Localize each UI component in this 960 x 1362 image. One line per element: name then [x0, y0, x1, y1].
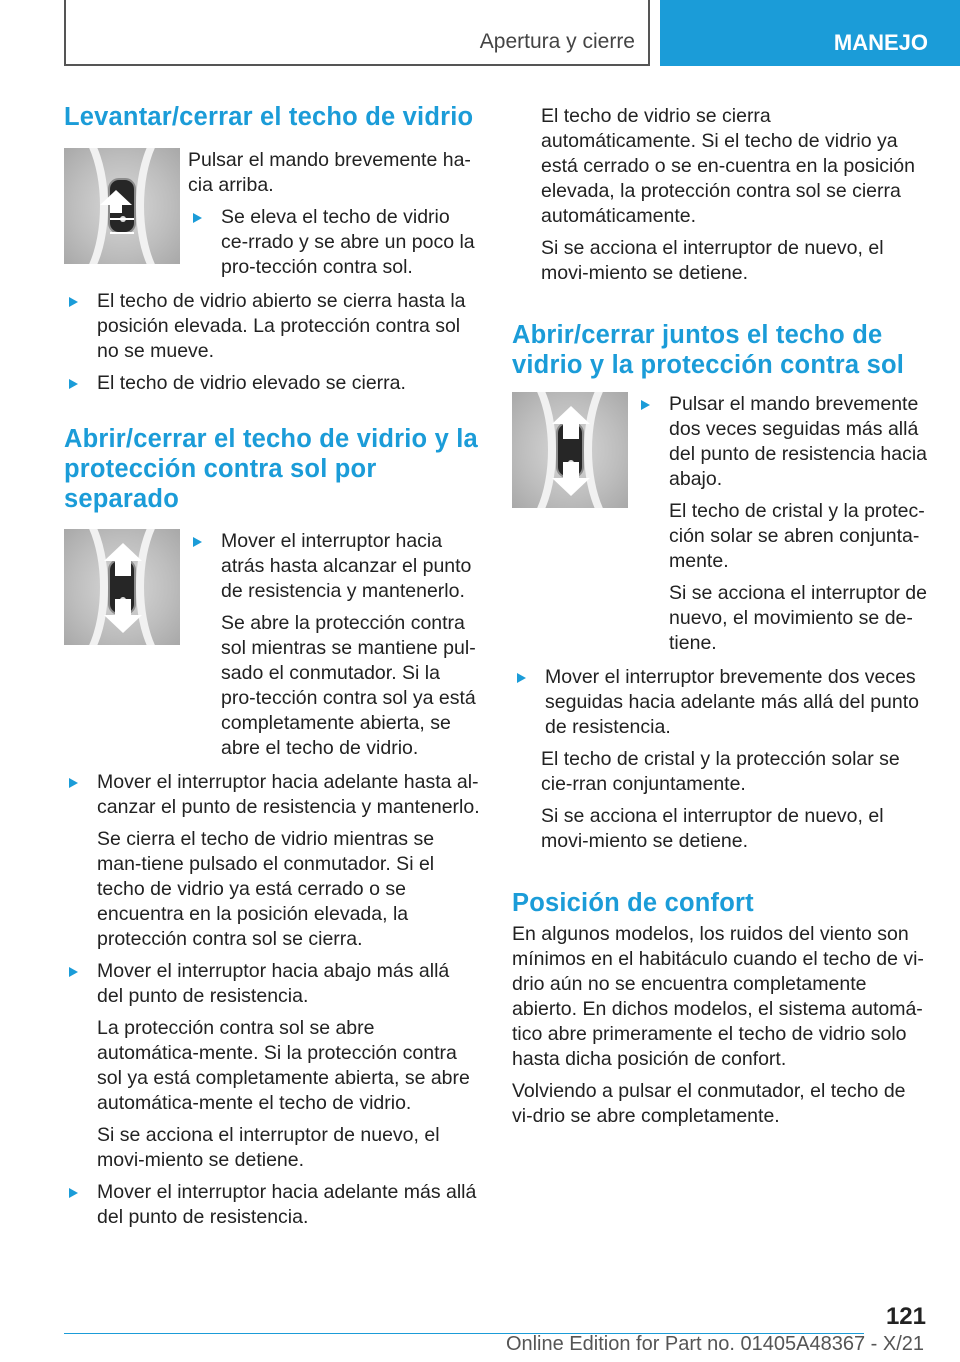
list-item: Se eleva el techo de vidrio ce-rrado y se abre un poco la pro-tección contra sol.: [188, 205, 480, 280]
paragraph: En algunos modelos, los ruidos del viento son mínimos en el habitáculo cuando el techo de vi-drio aún no se encuentra completamente abierto. En dichos modelos, el sistema automá-tico abre primeramente el techo de vidrio solo hasta dicha posición de confort.: [512, 923, 924, 1070]
paragraph: El techo de cristal y la protec-ción solar se abren conjunta-mente.: [669, 500, 925, 572]
heading-open-close-separately: Abrir/cerrar el techo de vidrio y la protección contra sol por separado: [64, 425, 478, 513]
right-column: [512, 104, 928, 1129]
list-item: Mover el interruptor hacia adelante más allá del punto de resistencia.: [64, 1180, 480, 1230]
header-chapter-tab: [660, 0, 960, 66]
paragraph: Se abre la protección contra sol mientras se mantiene pul-sado el conmutador. Si la pro-tección contra sol ya está completamente abierta, se abre el techo de vidrio.: [221, 612, 476, 759]
paragraph: Si se acciona el interruptor de nuevo, el movi-miento se detiene.: [541, 805, 884, 852]
list-item: Mover el interruptor hacia adelante hasta al-canzar el punto de resistencia y mantenerlo.: [64, 770, 480, 820]
paragraph: Si se acciona el interruptor de nuevo, el movimiento se de-tiene.: [669, 582, 927, 654]
bullet-triangle-icon: [193, 537, 202, 547]
paragraph: El techo de cristal y la protección solar se cie-rran conjuntamente.: [541, 748, 900, 795]
bullet-triangle-icon: [517, 673, 526, 683]
switch-updown-photo: [64, 529, 180, 645]
paragraph: Si se acciona el interruptor de nuevo, el movi-miento se detiene.: [97, 1124, 440, 1171]
bullet-triangle-icon: [69, 778, 78, 788]
heading-open-close-together: Abrir/cerrar juntos el techo de vidrio y la protección contra sol: [512, 321, 905, 379]
paragraph: Se cierra el techo de vidrio mientras se man-tiene pulsado el conmutador. Si el techo de vidrio ya está cerrado o se encuentra en la posición elevada, la protección contra sol se cierra.: [97, 828, 435, 950]
left-column: [64, 102, 480, 1230]
bullet-triangle-icon: [69, 1188, 78, 1198]
heading-comfort-position: Posición de confort: [512, 889, 754, 917]
list-item: Mover el interruptor brevemente dos veces seguidas hacia adelante más allá del punto de resistencia.: [512, 665, 928, 740]
paragraph: Volviendo a pulsar el conmutador, el techo de vi-drio se abre completamente.: [512, 1080, 906, 1127]
bullet-triangle-icon: [69, 297, 78, 307]
bullet-triangle-icon: [69, 967, 78, 977]
page-number: 121: [885, 1303, 926, 1330]
list-item: El techo de vidrio abierto se cierra hasta la posición elevada. La protección contra sol no se mueve.: [64, 289, 480, 364]
arrow-up-icon: [100, 190, 132, 205]
arrow-up-icon: [552, 406, 590, 424]
footer-edition: Online Edition for Part no. 01405A48367 - X/21: [505, 1333, 924, 1355]
switch-down-photo: [512, 392, 628, 508]
paragraph: Pulsar el mando brevemente ha-cia arriba.: [188, 149, 471, 196]
arrow-down-icon: [104, 615, 142, 633]
list-item: Mover el interruptor hacia abajo más allá del punto de resistencia.: [64, 959, 480, 1009]
header-chapter-label: MANEJO: [833, 30, 928, 55]
header-section-title: Apertura y cierre: [479, 30, 635, 53]
list-item: El techo de vidrio elevado se cierra.: [64, 371, 480, 396]
list-item: Mover el interruptor hacia atrás hasta alcanzar el punto de resistencia y mantenerlo.: [188, 529, 480, 604]
bullet-triangle-icon: [641, 400, 650, 410]
list-item: Pulsar el mando brevemente dos veces seguidas más allá del punto de resistencia hacia abajo.: [636, 392, 928, 492]
arrow-up-icon: [104, 543, 142, 561]
bullet-triangle-icon: [193, 213, 202, 223]
paragraph: El techo de vidrio se cierra automáticamente. Si el techo de vidrio ya está cerrado o se en-cuentra en la posición elevada, la protección contra sol se cierra automáticamente.: [541, 105, 915, 227]
raise-close-row: [64, 148, 480, 280]
separately-row: [64, 529, 480, 761]
bullet-triangle-icon: [69, 379, 78, 389]
switch-raise-photo: [64, 148, 180, 264]
paragraph: La protección contra sol se abre automática-mente. Si la protección contra sol ya está completamente abierta, se abre automática-mente el techo de vidrio.: [97, 1017, 470, 1114]
together-row: [512, 392, 928, 656]
arrow-down-icon: [552, 478, 590, 496]
heading-raise-close-glass-roof: Levantar/cerrar el techo de vidrio: [64, 103, 474, 131]
paragraph: Si se acciona el interruptor de nuevo, el movi-miento se detiene.: [541, 237, 884, 284]
